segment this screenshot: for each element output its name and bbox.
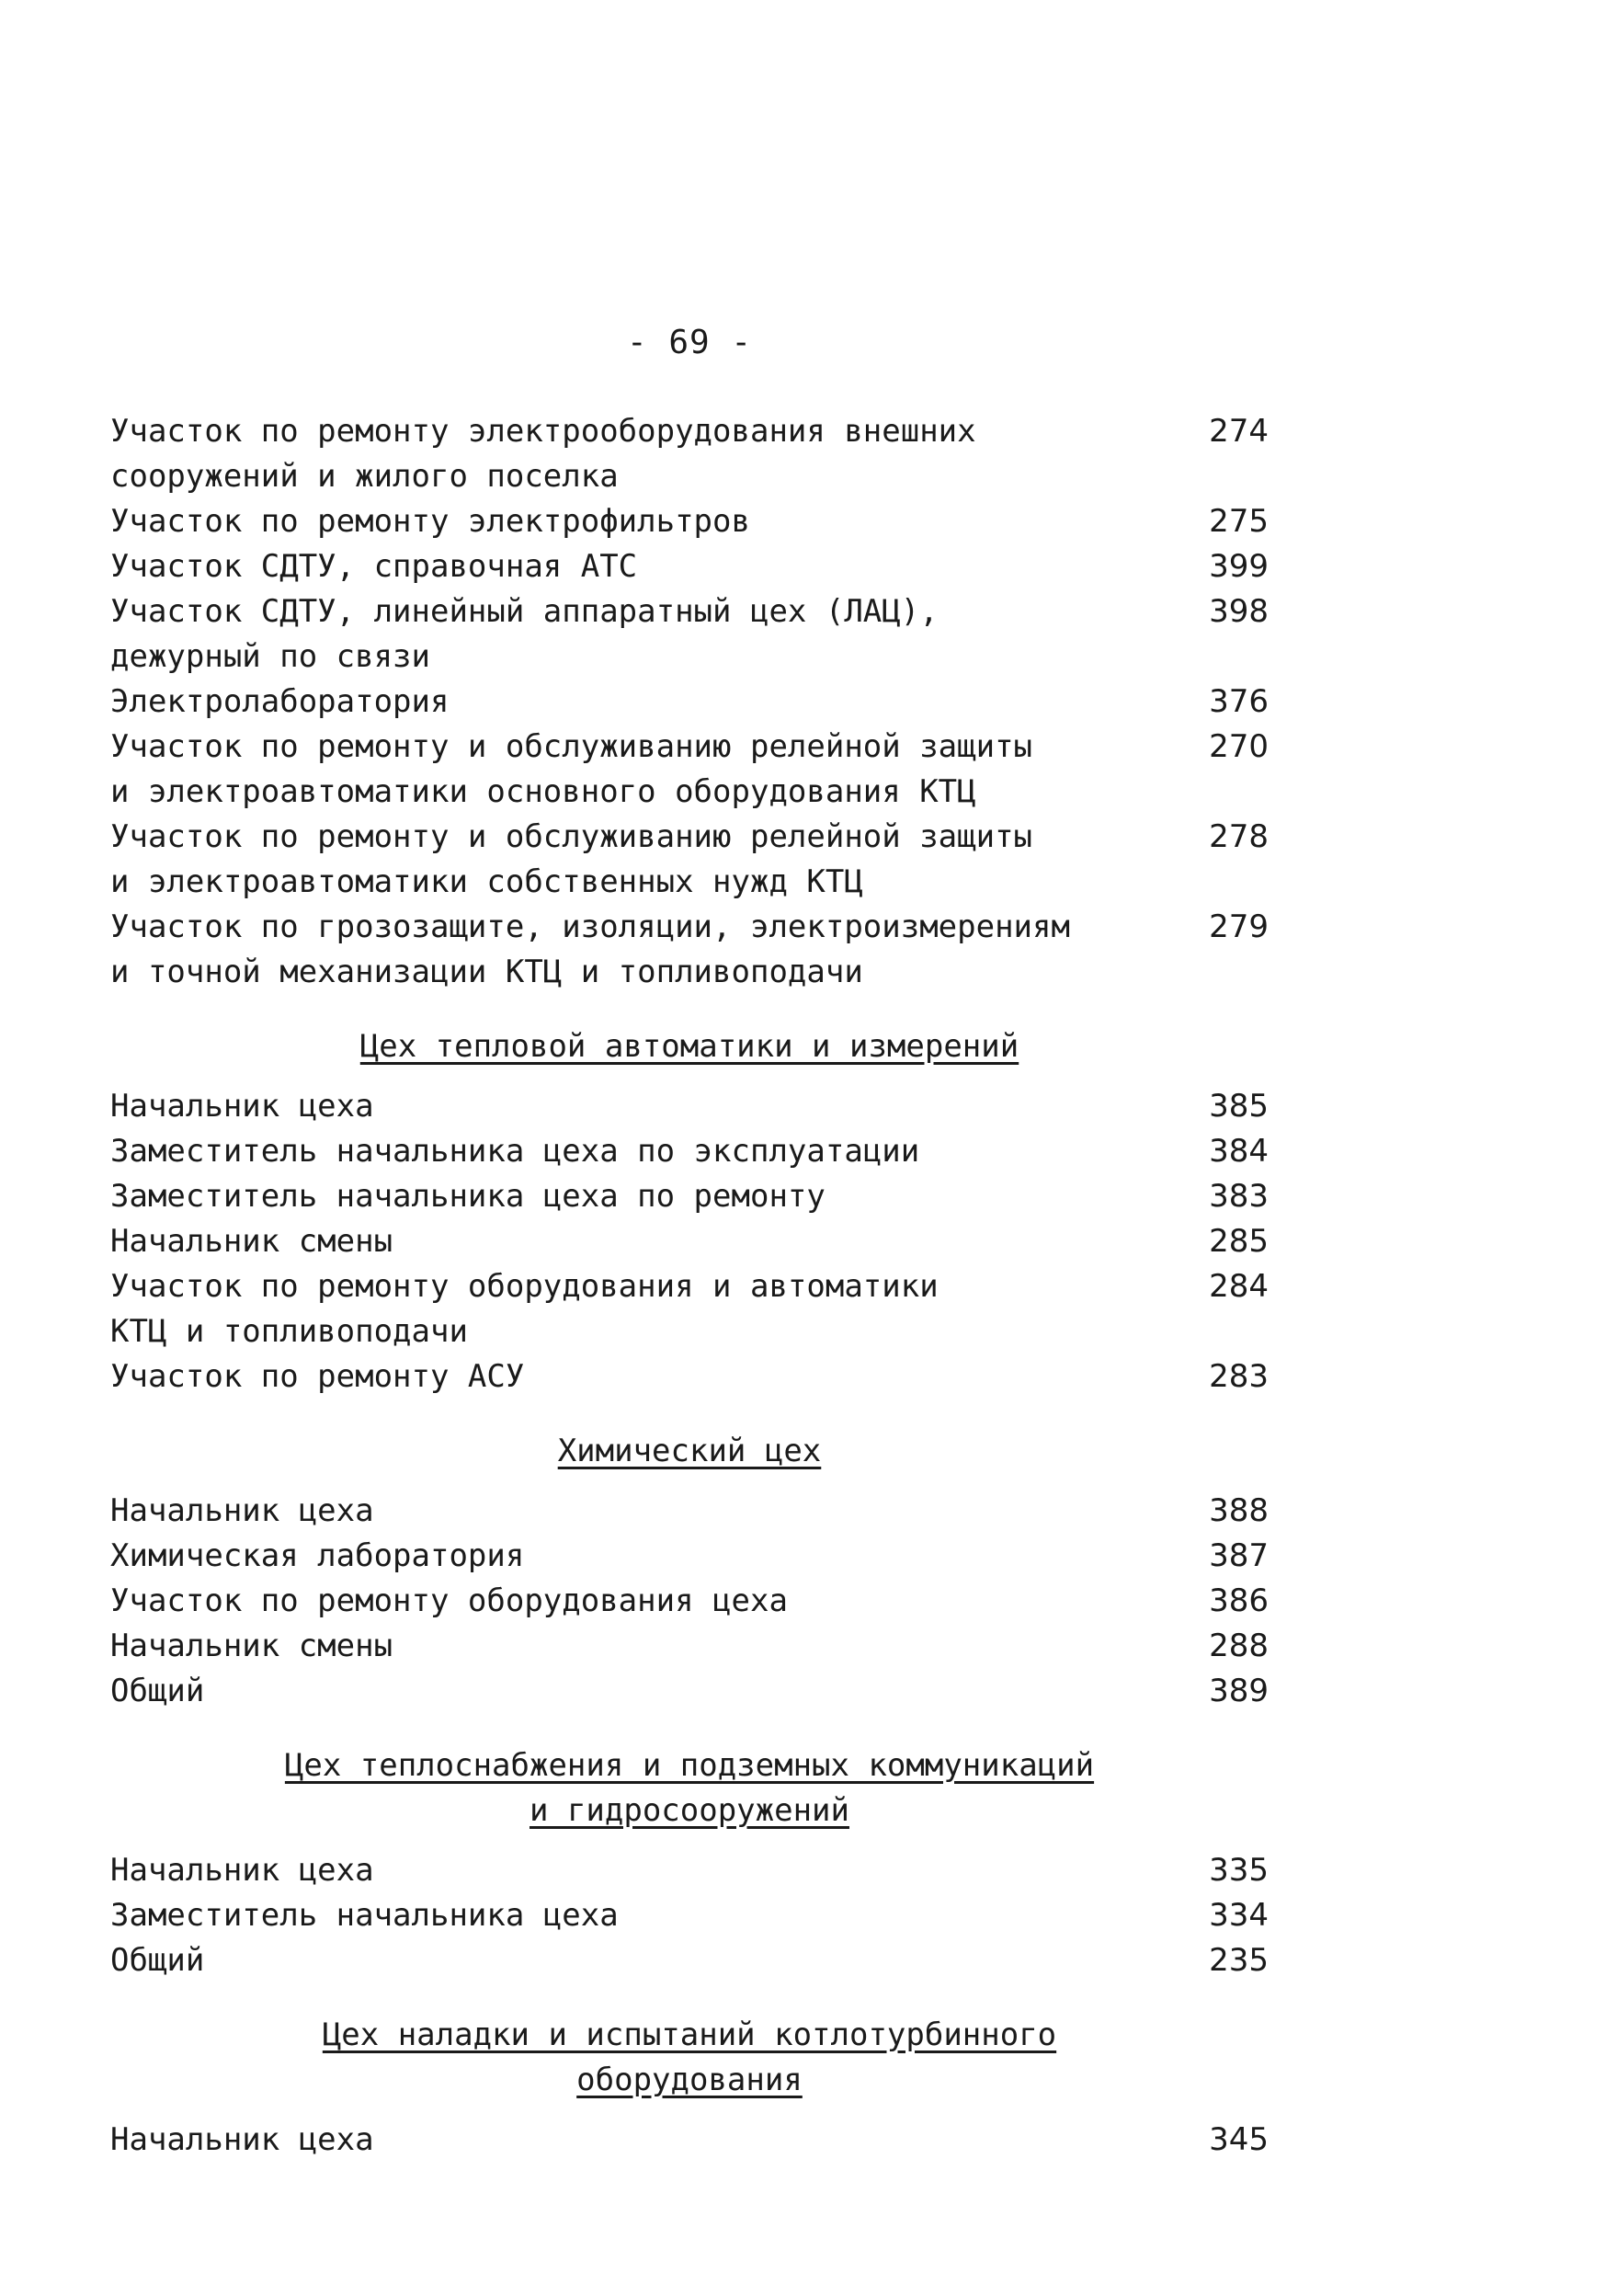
- directory-entry: [110, 1624, 1269, 1668]
- entry-label: сооружений и жилого поселка: [110, 458, 619, 495]
- section-heading-continued: оборудования: [576, 2062, 803, 2098]
- phone-extension: 398: [1209, 593, 1269, 630]
- entry-label: Электролаборатория: [110, 683, 450, 720]
- directory-entry: [110, 1219, 1269, 1263]
- entry-label: и электроавтоматики основного оборудования КТЦ: [110, 773, 976, 810]
- entry-label: Начальник цеха: [110, 1852, 374, 1889]
- directory-entry: [110, 815, 1269, 859]
- entry-label: Начальник цеха: [110, 1492, 374, 1529]
- phone-extension: 389: [1209, 1673, 1269, 1709]
- phone-extension: 288: [1209, 1628, 1269, 1664]
- entry-label: Начальник смены: [110, 1628, 393, 1664]
- phone-extension: 279: [1209, 908, 1269, 945]
- phone-extension: 384: [1209, 1133, 1269, 1170]
- entry-label: Заместитель начальника цеха по эксплуатации: [110, 1133, 920, 1170]
- entry-label: Общий: [110, 1942, 205, 1979]
- entry-label: Участок СДТУ, справочная АТС: [110, 548, 638, 585]
- directory-entry: [110, 1489, 1269, 1533]
- entry-label: Заместитель начальника цеха: [110, 1897, 619, 1934]
- directory-entry: [110, 1848, 1269, 1892]
- entry-label: Заместитель начальника цеха по ремонту: [110, 1178, 826, 1215]
- directory-entry: [110, 1354, 1269, 1399]
- phone-extension: 388: [1209, 1492, 1269, 1529]
- phone-extension: 275: [1209, 503, 1269, 540]
- entry-label: Общий: [110, 1673, 205, 1709]
- entry-label: Химическая лаборатория: [110, 1537, 525, 1574]
- entry-label: Начальник цеха: [110, 2121, 374, 2158]
- section-heading: Цех теплоснабжения и подземных коммуникаций: [284, 1747, 1095, 1784]
- phone-extension: 284: [1209, 1268, 1269, 1305]
- directory-entry: [110, 2118, 1269, 2162]
- directory-entry: [110, 1309, 1269, 1354]
- directory-entry: [110, 634, 1269, 679]
- phone-extension: 345: [1209, 2121, 1269, 2158]
- directory-entry: [110, 905, 1269, 949]
- entry-label: КТЦ и топливоподачи: [110, 1313, 468, 1350]
- entry-label: дежурный по связи: [110, 638, 430, 675]
- directory-entry: [110, 544, 1269, 588]
- phone-extension: 386: [1209, 1582, 1269, 1619]
- phone-extension: 399: [1209, 548, 1269, 585]
- entry-label: Участок по ремонту и обслуживанию релейной защиты: [110, 728, 1033, 765]
- page-number: - 69 -: [626, 324, 753, 361]
- directory-entry: [110, 1669, 1269, 1713]
- section-heading: Цех тепловой автоматики и измерений: [359, 1028, 1019, 1065]
- entry-label: и точной механизации КТЦ и топливоподачи: [110, 954, 863, 990]
- entry-label: Начальник смены: [110, 1223, 393, 1260]
- entry-label: Участок по ремонту АСУ: [110, 1358, 525, 1395]
- section-heading: Цех наладки и испытаний котлотурбинного: [322, 2016, 1057, 2053]
- section-heading-continued: и гидросооружений: [530, 1792, 849, 1829]
- phone-extension: 383: [1209, 1178, 1269, 1215]
- directory-entry: [110, 725, 1269, 769]
- directory-entry: [110, 1264, 1269, 1308]
- entry-label: и электроавтоматики собственных нужд КТЦ: [110, 863, 863, 900]
- directory-entry: [110, 770, 1269, 814]
- entry-label: Участок по грозозащите, изоляции, электроизмерениям: [110, 908, 1070, 945]
- directory-entry: [110, 1174, 1269, 1218]
- directory-entry: [110, 1579, 1269, 1623]
- directory-entry: [110, 454, 1269, 498]
- phone-extension: 285: [1209, 1223, 1269, 1260]
- phone-extension: 335: [1209, 1852, 1269, 1889]
- directory-entry: [110, 1084, 1269, 1128]
- entry-label: Участок по ремонту электрооборудования внешних: [110, 413, 976, 450]
- phone-extension: 387: [1209, 1537, 1269, 1574]
- phone-extension: 334: [1209, 1897, 1269, 1934]
- entry-label: Участок по ремонту электрофильтров: [110, 503, 750, 540]
- phone-extension: 385: [1209, 1088, 1269, 1125]
- directory-entry: [110, 1129, 1269, 1173]
- entry-label: Участок СДТУ, линейный аппаратный цех (ЛАЦ),: [110, 593, 939, 630]
- directory-entry: [110, 860, 1269, 904]
- directory-entry: [110, 409, 1269, 453]
- phone-extension: 278: [1209, 818, 1269, 855]
- phone-extension: 235: [1209, 1942, 1269, 1979]
- entry-label: Участок по ремонту оборудования цеха: [110, 1582, 788, 1619]
- directory-entry: [110, 950, 1269, 994]
- directory-entry: [110, 1938, 1269, 1982]
- directory-entry: [110, 589, 1269, 634]
- entry-label: Участок по ремонту оборудования и автоматики: [110, 1268, 939, 1305]
- directory-entry: [110, 1534, 1269, 1578]
- phone-extension: 376: [1209, 683, 1269, 720]
- section-heading: Химический цех: [557, 1433, 822, 1469]
- directory-entry: [110, 680, 1269, 724]
- phone-extension: 283: [1209, 1358, 1269, 1395]
- directory-entry: [110, 1893, 1269, 1937]
- entry-label: Участок по ремонту и обслуживанию релейной защиты: [110, 818, 1033, 855]
- directory-entry: [110, 499, 1269, 543]
- phone-extension: 274: [1209, 413, 1269, 450]
- entry-label: Начальник цеха: [110, 1088, 374, 1125]
- phone-extension: 270: [1209, 728, 1269, 765]
